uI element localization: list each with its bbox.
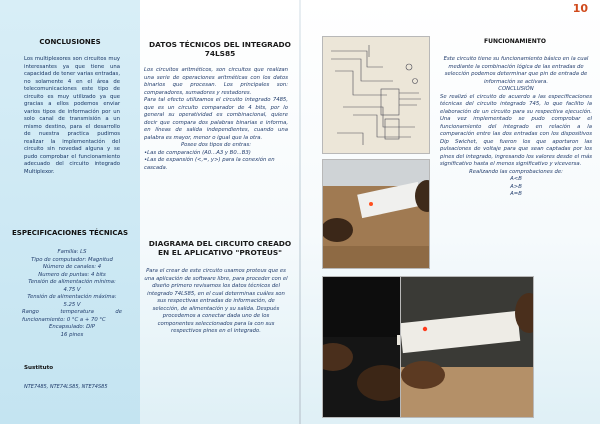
check-item: A=B bbox=[510, 191, 522, 198]
center-left-panel bbox=[140, 0, 300, 424]
spec-item: Numero de puntas: 4 bits bbox=[38, 271, 106, 278]
spec-item: Rango temperatura de funcionamiento: 0 °C a + 70 °C bbox=[22, 309, 122, 323]
spec-item: Tipo de computador: Magnitud bbox=[31, 256, 113, 263]
breadboard-image-1 bbox=[323, 160, 430, 269]
spec-item: Número de canales: 4 bbox=[42, 264, 102, 271]
check-item: A>B bbox=[510, 183, 522, 190]
datos-p2: Para tal efecto utilizamos el circuito integrado 7485, que es un circuito comparador de 4 bits, por lo general su operatividad es combinacional, quiere decir que compara dos palabras binarias e informa, en líneas de salida independientes, cuando una palabra es mayor, menor o igual que la otra. bbox=[144, 97, 288, 141]
left-panel bbox=[0, 0, 140, 424]
datos-tecnicos-body bbox=[144, 67, 288, 172]
breadboard-image-3 bbox=[401, 277, 534, 418]
page-number-right: 10 bbox=[572, 2, 588, 15]
spec-item: Familia: LS bbox=[57, 249, 87, 255]
conclusion-label: CONCLUSIÓN bbox=[498, 86, 534, 93]
sustituto-value: NTE7485, NTE74LS85, NTE74S85 bbox=[24, 384, 108, 390]
spec-item: 16 pines bbox=[60, 331, 84, 338]
conclusiones-title: CONCLUSIONES bbox=[39, 38, 101, 46]
spec-item: Tensión de alimentación máxima: 5.25 V bbox=[27, 294, 117, 308]
right-panel bbox=[430, 0, 600, 424]
especificaciones-title: ESPECIFICACIONES TÉCNICAS bbox=[12, 229, 128, 237]
breadboard-photo-1 bbox=[322, 159, 430, 269]
conclusiones-text: Los multiplexores son circuitos muy interesantes ya que tiene una capacidad de tener varias entradas, no solamente 4 en el área de telecomunicaciones este tipo de circuito es muy utilizado ya que gracias a ellos podemos enviar varios tipos de información por un solo canal de transmisión a un mismo destino, para el desarrollo de nuestra practica pudimos realizar la implementación del circuito sin novedad alguna y se pudo comprobar el funcionamiento adecuado del circuito integrado Multiplexor. bbox=[24, 56, 120, 175]
datos-bullet-1: •Las de comparación (A0...A3 y B0...B3) bbox=[144, 149, 251, 156]
spec-item: Encapsulado: DIP bbox=[49, 324, 95, 331]
circuit-sketch-photo bbox=[322, 36, 430, 154]
circuit-sketch-image bbox=[323, 37, 430, 154]
datos-p1: Los circuitos aritméticos, son circuitos que realizan una serie de operaciones aritméticas con los datos binarios que procesan. Los principales son: comparadores, sumadores y restadores. bbox=[144, 67, 288, 96]
funcionamiento-p3: Realizando las comprobaciones de: bbox=[469, 168, 563, 175]
sustituto-label: Sustituto bbox=[24, 365, 54, 371]
funcionamiento-title: FUNCIONAMIENTO bbox=[484, 38, 546, 45]
datos-tecnicos-title: DATOS TÉCNICOS DEL INTEGRADO 74LS85 bbox=[149, 40, 291, 59]
datos-p3: Posee dos tipos de entras: bbox=[180, 142, 251, 149]
check-item: A<B bbox=[510, 176, 522, 183]
especificaciones-list bbox=[22, 249, 122, 339]
funcionamiento-body bbox=[440, 56, 592, 199]
diagrama-title: DIAGRAMA DEL CIRCUITO CREADO EN EL APLICATIVO "PROTEUS" bbox=[148, 239, 292, 258]
breadboard-photo-3 bbox=[400, 276, 534, 418]
datos-bullet-2: •Las de expansión (<,=, y>) para la conexión en cascada. bbox=[144, 157, 275, 171]
funcionamiento-p2: Se realizó el circuito de acuerdo a las especificaciones técnicas del circuito integrado 745, lo que facilito la elaboración de un circuito para su respectiva ejecución. Una vez implementado se pudo comprobar el funcionamiento del integrado en relación a la comparación entre las dos entradas con los dispositivos Dip Swichet, que fueron los que aportaron las pulsaciones de voltaje para que sean captadas por los pines del integrado, ingresando los valores desde el más significativo hasta el menos significativo y viceversa. bbox=[440, 93, 592, 168]
funcionamiento-p1: Este circuito tiene su funcionamiento básico en la cual mediante la combinación lógica de las entradas de selección podemos determinar que pin de entrada de información se activara. bbox=[443, 56, 589, 85]
spec-item: Tensión de alimentación mínima: 4.75 V bbox=[28, 279, 116, 293]
diagrama-text: Para el crear de este circuito usamos proteus que es una aplicación de software libre, para proceder con el diseño primero revisamos los datos técnicos del integrado 74LS85, en el cual determinas cuáles son sus respectivas entradas de información, de selección, de alimentación y su salida. Después procedemos a conectar dada uno de los componentes seleccionados para la con sus respectivos pines en el integrado. bbox=[144, 268, 288, 335]
